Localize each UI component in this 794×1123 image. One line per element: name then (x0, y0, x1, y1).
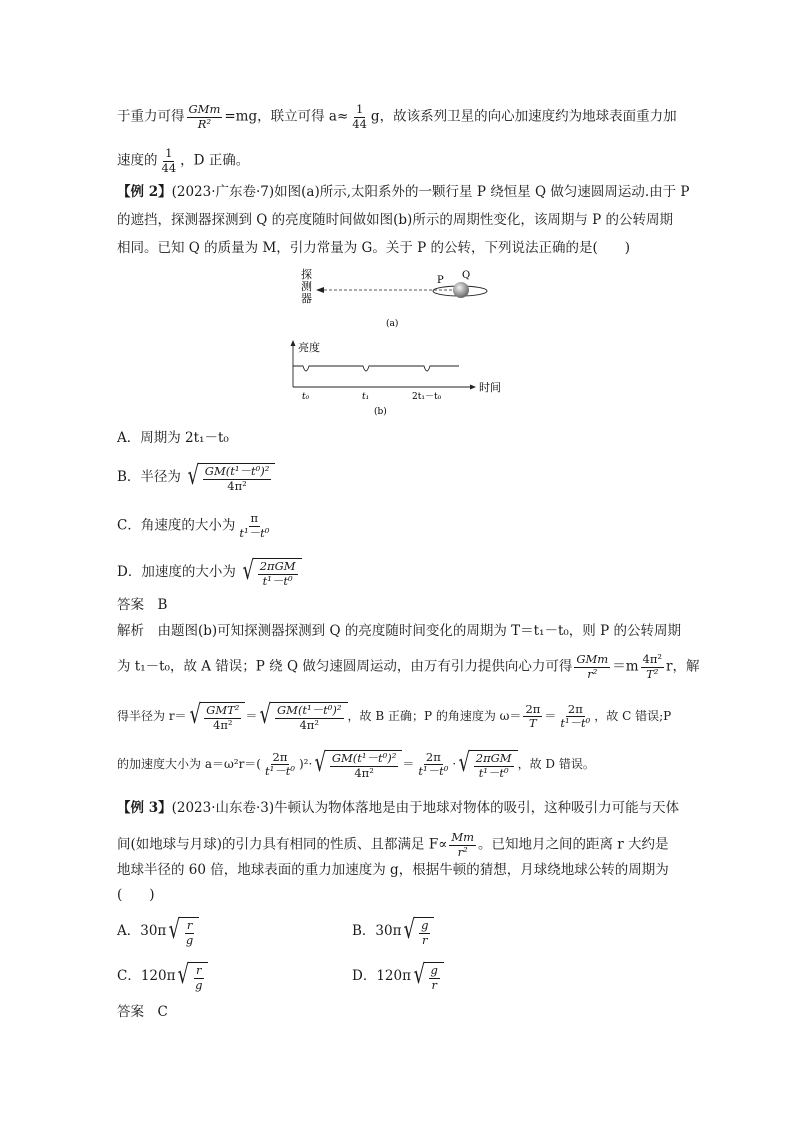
text: )²· (298, 757, 313, 771)
sqrt: √ $\frac{\text{GM(t¹－t⁰)²}}{\text{4π²}}$ (257, 702, 347, 731)
text: =mg，联立可得 a≈ (224, 108, 349, 125)
x-axis-arrow-icon (470, 385, 476, 390)
example-3-line-2 (117, 832, 679, 858)
text: B．半径为 (117, 469, 181, 485)
option-a: A．周期为 2t₁－t₀ (117, 430, 229, 446)
example-3-line-4: ( ) (117, 887, 155, 903)
arrow-head-icon (316, 287, 324, 293)
text: 得半径为 r＝ (117, 709, 187, 723)
fraction: $\frac{Mm}{\text{r²}}$ (451, 830, 475, 859)
example-3-line-1 (117, 798, 679, 818)
option-3c (117, 962, 337, 991)
text: 速度的 (117, 152, 158, 169)
text: D．120π (352, 968, 411, 984)
tick-t1: t₁ (362, 392, 370, 402)
example-tag: 【例 3】 (117, 800, 172, 816)
star-q (453, 282, 469, 298)
sqrt: √ $\frac{\text{2πGM}}{\text{t¹－t⁰}}$ (240, 558, 301, 587)
tick-2t1-t0: 2t₁－t₀ (412, 392, 442, 402)
text: · (452, 757, 457, 771)
figure-b (286, 337, 504, 417)
sqrt: √ $\frac{r}{g}$ (175, 962, 208, 991)
fraction: $\frac{1}{44}$ (161, 146, 177, 175)
fraction: $\frac{1}{44}$ (352, 102, 367, 131)
paragraph-line (117, 104, 679, 130)
fraction: $\frac{2\pi}{T}$ (525, 701, 541, 730)
option-3b (352, 917, 572, 946)
option-3a (117, 917, 337, 946)
sqrt: √ $\frac{g}{r}$ (411, 962, 444, 991)
analysis-line-4 (117, 750, 679, 779)
example-3-line-3: 地球半径的 60 倍，地球表面的重力加速度为 g，根据牛顿的猜想，月球绕地球公转的周期为 (117, 862, 669, 878)
detector-label-2: 测 (301, 280, 312, 293)
text: 间(如地球与月球)的引力具有相同的性质、且都满足 F∝ (117, 836, 448, 853)
text: B．30π (352, 923, 402, 939)
text: ，D 正确。 (180, 152, 250, 169)
planet-p-label: P (437, 275, 444, 286)
figure-a-caption: (a) (386, 319, 399, 329)
example-2-line-3: 相同。已知 Q 的质量为 M，引力常量为 G。关于 P 的公转，下列说法正确的是( ) (117, 240, 631, 256)
star-q-label: Q (462, 270, 471, 281)
text: 于重力可得 (117, 108, 185, 125)
analysis-line-2 (117, 652, 700, 681)
text: 的加速度大小为 a＝ω²r＝( (117, 757, 261, 771)
analysis-line-1: 解析 由题图(b)可知探测器探测到 Q 的亮度随时间变化的周期为 T＝t₁－t₀，则 P 的公转周期 (117, 623, 681, 639)
fraction: $\frac{\text{4π²}}{\text{T²}}$ (642, 652, 663, 681)
x-axis-label: 时间 (479, 381, 501, 394)
sqrt: √ $\frac{\text{2πGM}}{\text{t¹－t⁰}}$ (456, 750, 517, 779)
text: ＝m (612, 658, 639, 675)
option-3d (352, 962, 572, 991)
fraction: $\frac{2\pi}{\text{t¹－t⁰}}$ (418, 749, 449, 778)
text: ＝ (402, 757, 415, 771)
text: ，故 C 错误;P (594, 709, 672, 723)
sqrt: √ $\frac{r}{g}$ (166, 917, 199, 946)
text: ，故 B 正确；P 的角速度为 ω＝ (347, 709, 522, 723)
sqrt: √ $\frac{\text{GMT²}}{\text{4π²}}$ (187, 702, 246, 731)
example-2-line-1 (117, 182, 690, 202)
example-2-line-2: 的遮挡，探测器探测到 Q 的亮度随时间做如图(b)所示的周期性变化，该周期与 P 的公转周期 (117, 212, 673, 228)
analysis-line-3 (117, 702, 679, 731)
tick-t0: t₀ (302, 392, 310, 402)
text: ＝ (245, 709, 258, 723)
text: D．加速度的大小为 (117, 564, 236, 580)
figure-b-caption: (b) (374, 407, 387, 417)
y-axis-label: 亮度 (298, 341, 320, 354)
example-tag: 【例 2】 (117, 184, 172, 200)
fraction: $\frac{\text{GMm}}{\text{R²}}$ (188, 102, 221, 131)
paragraph-line (117, 148, 679, 174)
text: A．30π (117, 923, 167, 939)
text: r，解 (666, 658, 700, 675)
detector-label-3: 器 (301, 292, 312, 305)
text: g，故该系列卫星的向心加速度约为地球表面重力加 (370, 108, 677, 125)
text: (2023·山东卷·3)牛顿认为物体落地是由于地球对物体的吸引，这种吸引力可能与天体 (171, 800, 680, 816)
figure-a (290, 266, 500, 330)
option-d (117, 558, 679, 587)
text: (2023·广东卷·7)如图(a)所示,太阳系外的一颗行星 P 绕恒星 Q 做匀速圆周运动.由于 P (171, 184, 690, 200)
fraction: $\frac{2\pi}{\text{t¹－t⁰}}$ (264, 749, 295, 778)
option-b (117, 463, 679, 492)
text: C．120π (117, 968, 176, 984)
sqrt: √ $\frac{\text{GM(t¹－t⁰)²}}{\text{4π²}}$ (312, 750, 402, 779)
fraction: $\frac{\text{GMm}}{\text{r²}}$ (576, 652, 609, 681)
option-c (117, 513, 679, 539)
text: ＝ (544, 709, 557, 723)
detector-label-1: 探 (301, 268, 312, 281)
fraction: $\frac{\pi}{\text{t¹－t⁰}}$ (239, 511, 270, 540)
text: ，故 D 错误。 (517, 757, 595, 771)
answer-2: 答案 B (117, 597, 168, 613)
brightness-curve (293, 366, 459, 371)
text: 。已知地月之间的距离 r 大约是 (478, 836, 669, 853)
answer-3: 答案 C (117, 1004, 168, 1020)
fraction: $\frac{2\pi}{\text{t¹－t⁰}}$ (560, 701, 591, 730)
sqrt: √ $\frac{\text{GM(t¹－t⁰)²}}{\text{4π²}}$ (185, 463, 275, 492)
y-axis-arrow-icon (291, 340, 296, 346)
text: C．角速度的大小为 (117, 517, 236, 534)
text: 为 t₁－t₀，故 A 错误；P 绕 Q 做匀速圆周运动，由万有引力提供向心力可得 (117, 658, 573, 675)
sqrt: √ $\frac{g}{r}$ (401, 917, 434, 946)
